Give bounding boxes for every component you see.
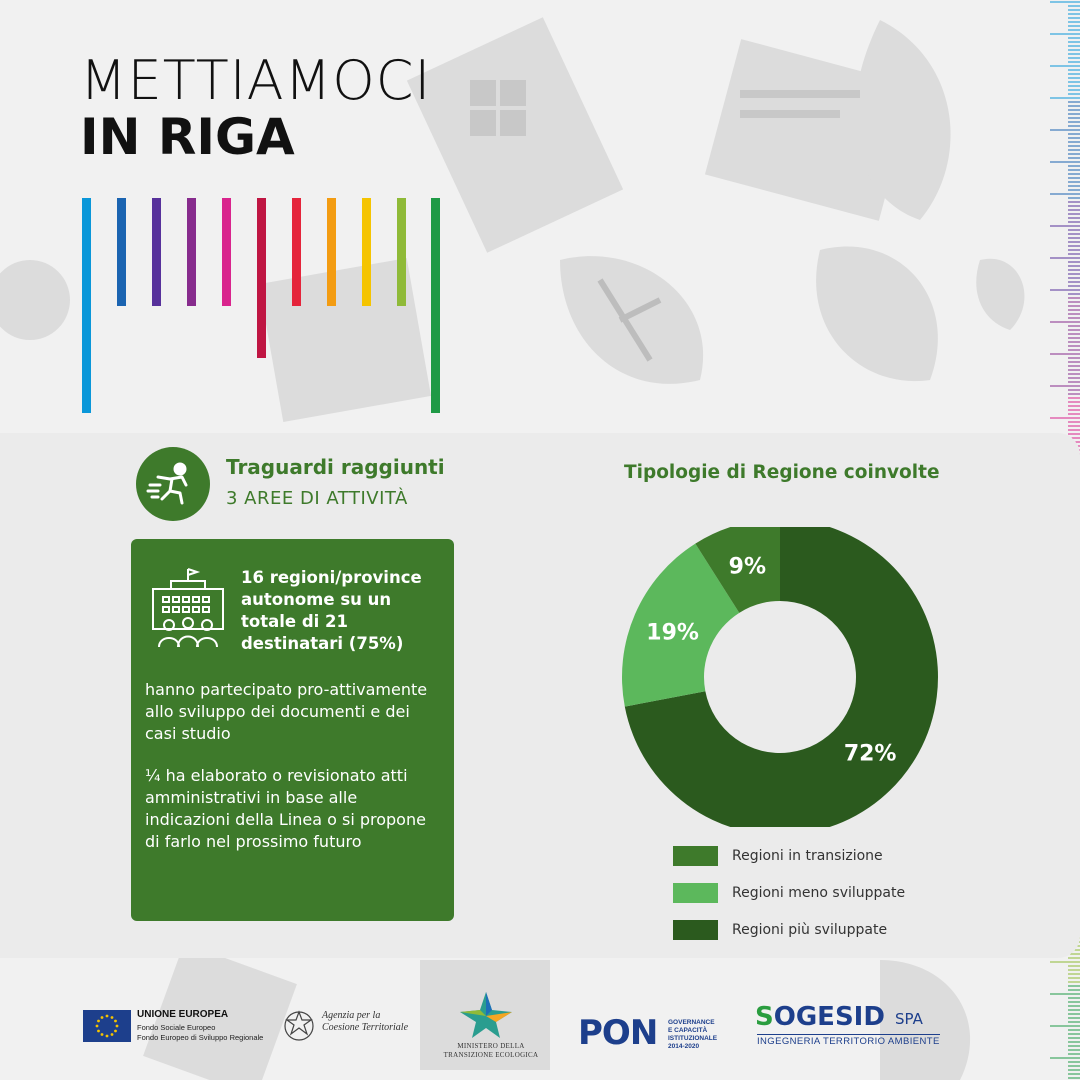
sogesid-s: S: [755, 1002, 774, 1032]
color-bar: [82, 198, 91, 413]
donut-chart: [620, 527, 940, 827]
legend-item: [673, 882, 933, 906]
color-bar: [292, 198, 301, 306]
color-bar: [397, 198, 406, 306]
info-box: [131, 539, 454, 921]
eu-title: UNIONE EUROPEA: [137, 1009, 229, 1020]
eu-flag-icon: [83, 1010, 131, 1042]
legend-swatch: [673, 883, 718, 903]
legend-item: [673, 919, 933, 943]
sogesid-tagline: INGEGNERIA TERRITORIO AMBIENTE: [757, 1036, 940, 1047]
ministry-name: MINISTERO DELLA TRANSIZIONE ECOLOGICA: [443, 1042, 539, 1059]
info-paragraph-2: ¼ ha elaborato o revisionato atti amministrativi in base alle indicazioni della Linea o si propone di farlo nel prossimo futuro: [145, 766, 426, 851]
eu-line1: Fondo Sociale Europeo: [137, 1023, 216, 1032]
color-bar: [362, 198, 371, 306]
pon-sub-1: GOVERNANCE: [668, 1019, 715, 1026]
donut-slice-label: 9%: [728, 554, 767, 580]
legend-label: Regioni meno sviluppate: [732, 885, 906, 901]
donut-slice-label: 72%: [843, 741, 897, 767]
ministry-star-icon: [456, 990, 516, 1040]
goals-subtitle: 3 AREE DI ATTIVITÀ: [226, 488, 408, 509]
pon-sub-4: 2014-2020: [668, 1043, 700, 1050]
goals-badge: [136, 447, 210, 521]
color-bars: [0, 0, 450, 420]
chart-title: Tipologie di Regione coinvolte: [624, 462, 940, 483]
color-bar: [222, 198, 231, 306]
sogesid-spa: SPA: [895, 1010, 923, 1028]
pon-sub-2: E CAPACITÀ: [668, 1027, 708, 1034]
legend-label: Regioni più sviluppate: [732, 922, 888, 938]
sogesid-name: OGESID: [773, 1002, 885, 1032]
legend-item: [673, 845, 933, 869]
agency-logo-text: Agenzia per la Coesione Territoriale: [322, 1010, 409, 1033]
school-meeting-icon: [149, 567, 227, 653]
info-headline: 16 regioni/province autonome su un totale di 21 destinatari (75%): [241, 568, 422, 653]
sogesid-logo: [755, 1004, 885, 1030]
legend-swatch: [673, 920, 718, 940]
color-bar: [431, 198, 440, 413]
color-bar: [187, 198, 196, 306]
legend-label: Regioni in transizione: [732, 848, 883, 864]
color-bar: [117, 198, 126, 306]
page-title-line2: IN RIGA: [80, 108, 295, 166]
pon-logo: PON: [578, 1013, 658, 1053]
color-bar: [327, 198, 336, 306]
page-title-line1: METTIAMOCI: [80, 49, 432, 112]
color-bar: [257, 198, 266, 358]
pon-sub-3: ISTITUZIONALE: [668, 1035, 718, 1042]
goals-title: Traguardi raggiunti: [226, 455, 445, 479]
athlete-icon: [136, 447, 210, 521]
eu-line2: Fondo Europeo di Sviluppo Regionale: [137, 1033, 264, 1042]
donut-slice-label: 19%: [646, 620, 699, 646]
color-bar: [152, 198, 161, 306]
italian-emblem-icon: [283, 1008, 315, 1046]
info-paragraph-1: hanno partecipato pro-attivamente allo sviluppo dei documenti e dei casi studio: [145, 680, 428, 743]
legend-swatch: [673, 846, 718, 866]
